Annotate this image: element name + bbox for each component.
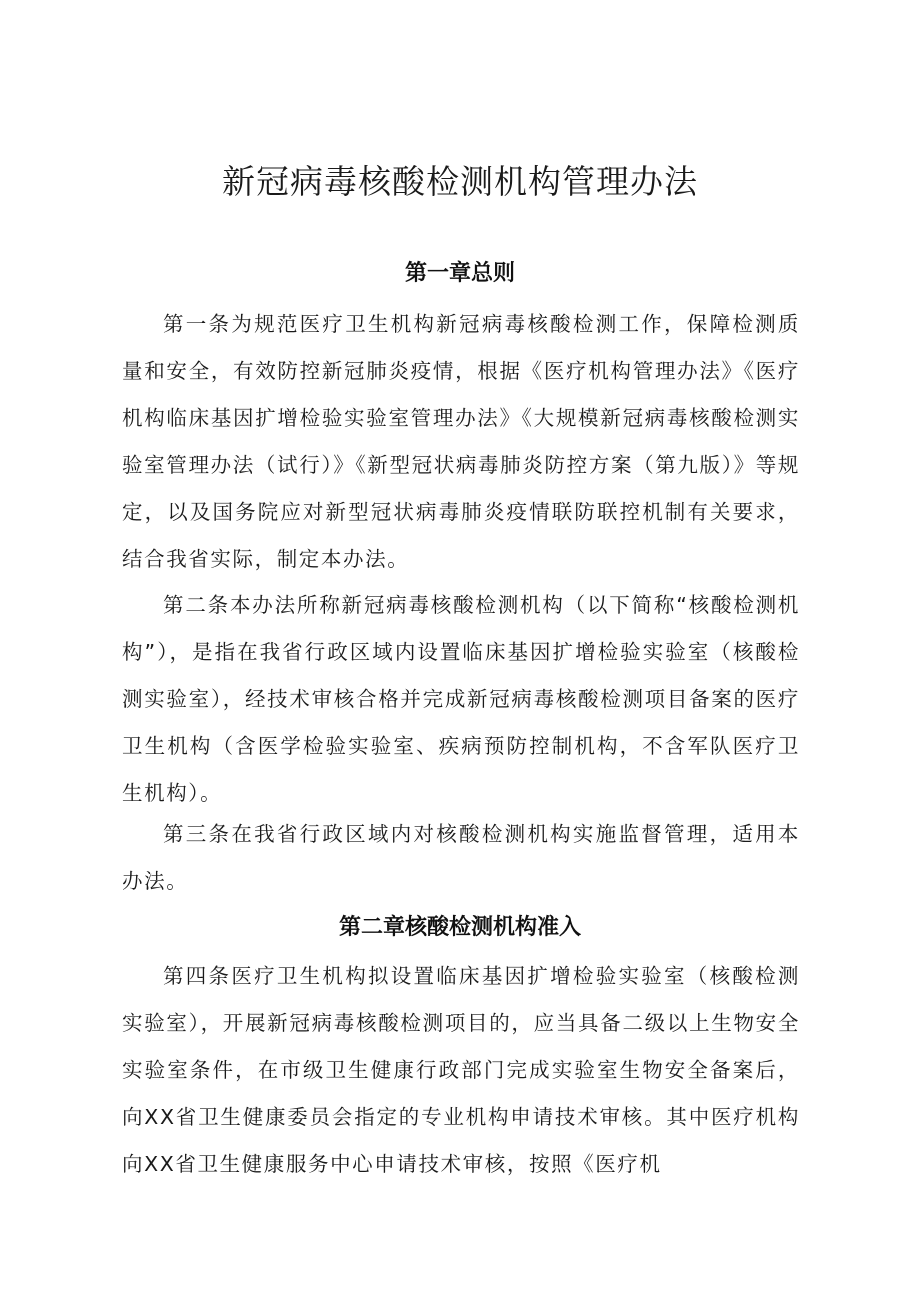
document-title: 新冠病毒核酸检测机构管理办法 <box>222 162 698 201</box>
chapter-heading-1: 第一章总则 <box>404 261 515 286</box>
article-2: 第二条本办法所称新冠病毒核酸检测机构（以下简称“核酸检测机构”），是指在我省行政区域内设置临床基因扩增检验实验室（核酸检测实验室），经技术审核合格并完成新冠病毒核酸检测项目备案的医疗卫生机构（含医学检验实验室、疾病预防控制机构，不含军队医疗卫生机构）。 <box>122 593 800 805</box>
article-4: 第四条医疗卫生机构拟设置临床基因扩增检验实验室（核酸检测实验室），开展新冠病毒核酸检测项目的，应当具备二级以上生物安全实验室条件，在市级卫生健康行政部门完成实验室生物安全备案后，向XX省卫生健康委员会指定的专业机构申请技术审核。其中医疗机构向XX省卫生健康服务中心申请技术审核，按照《医疗机 <box>122 964 800 1176</box>
article-3: 第三条在我省行政区域内对核酸检测机构实施监督管理，适用本办法。 <box>122 822 800 893</box>
article-1: 第一条为规范医疗卫生机构新冠病毒核酸检测工作，保障检测质量和安全，有效防控新冠肺炎疫情，根据《医疗机构管理办法》《医疗机构临床基因扩增检验实验室管理办法》《大规模新冠病毒核酸检测实验室管理办法（试行）》《新型冠状病毒肺炎防控方案（第九版）》等规定，以及国务院应对新型冠状病毒肺炎疫情联防联控机制有关要求，结合我省实际，制定本办法。 <box>122 312 800 571</box>
chapter-heading-2: 第二章核酸检测机构准入 <box>338 915 581 940</box>
